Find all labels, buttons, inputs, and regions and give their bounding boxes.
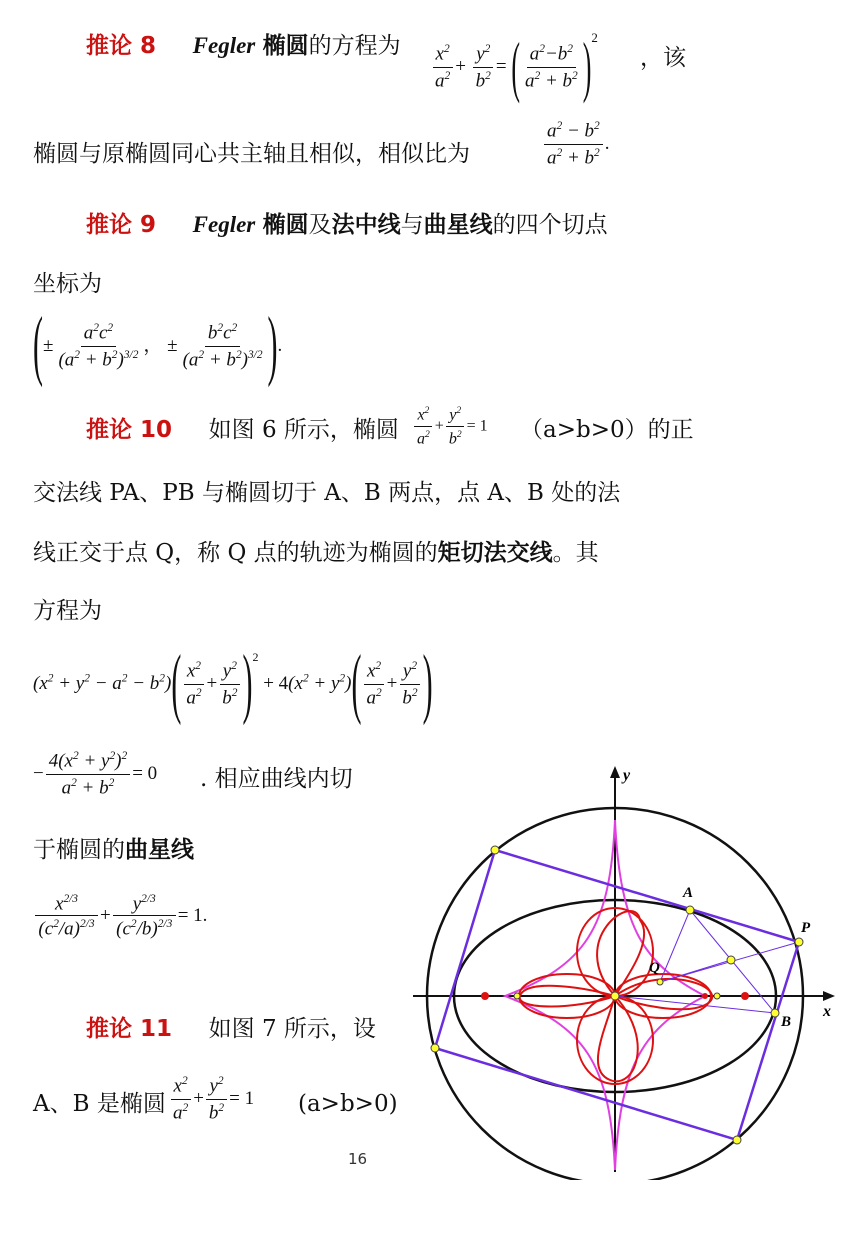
- corollary8-line2: [33, 143, 470, 166]
- corollary10-label: 推论 10: [86, 417, 173, 443]
- x-axis-label: x: [823, 1003, 831, 1020]
- point-mid: [727, 956, 735, 964]
- figure-ellipse-diagram: [405, 760, 845, 1180]
- y-axis-label: y: [623, 767, 631, 784]
- term-ellipse: 椭圆: [262, 211, 309, 238]
- period: .: [604, 133, 610, 155]
- corollary8-line1: [86, 34, 401, 58]
- term-astroid: 曲星线: [423, 211, 493, 238]
- line3b: 。其: [552, 540, 599, 566]
- fegler-name: Fegler: [192, 33, 256, 58]
- corollary10-line3: [33, 541, 599, 565]
- y-axis-arrow: [610, 766, 620, 778]
- corollary11-cond: (a>b>0): [298, 1091, 398, 1117]
- page-number: 16: [348, 1150, 368, 1168]
- point-x-right2: [714, 993, 720, 999]
- focus-right: [741, 992, 749, 1000]
- line-a: 于椭圆的: [33, 837, 125, 863]
- point-P: [795, 938, 803, 946]
- eq-locus-part1: $(x^2 + y^2 - a^2 - b^2)$( $\frac{x^2}{a^2}$ + $\frac{y^2}{b^2}$ )$^2 + 4(x^2 + y^2)$( $\frac{x^2}{a^2}$ + $\frac{y^2}{b^2}$ ): [33, 640, 433, 727]
- label-Q: Q: [649, 960, 660, 976]
- corollary10-text: 如图 6 所示，椭圆: [208, 417, 399, 443]
- eq-ratio: $\frac{a^2 - b^2}{a^2 + b^2}$ .: [542, 120, 609, 170]
- corollary10-line4: 方程为: [33, 598, 102, 624]
- corollary10-after-eq: . 相应曲线内切: [200, 766, 353, 792]
- corollary11-line1: [86, 1018, 376, 1041]
- term-rect-tangent-normal: 矩切法交线: [437, 539, 553, 566]
- fegler-name-2: Fegler: [192, 212, 256, 237]
- text-four-points: 的四个切点: [492, 212, 608, 238]
- corollary8-text: 的方程为: [308, 33, 401, 59]
- fegler-term: 椭圆: [262, 32, 309, 59]
- corollary8-text2: 椭圆与原椭圆同心共主轴且相似，相似比为: [33, 141, 470, 167]
- corollary9-line2: 坐标为: [33, 271, 102, 297]
- point-bl: [431, 1044, 439, 1052]
- label-B: B: [781, 1014, 792, 1030]
- term-normal-median: 法中线: [331, 211, 401, 238]
- corollary11-line2: A、B 是椭圆: [33, 1091, 166, 1117]
- eq-ellipse-2: $\frac{x^2}{a^2}$ + $\frac{y^2}{b^2}$ = 1: [168, 1075, 254, 1125]
- normal-line-3: [660, 960, 731, 982]
- eq-astroid: $\frac{x^{2/3}}{(c^2/a)^{2/3}}$ + $\frac{y^{2/3}}{(c^2/b)^{2/3}}$ = 1.: [33, 893, 207, 941]
- point-x-left: [514, 993, 520, 999]
- corollary10-line1: [86, 419, 399, 442]
- point-B: [771, 1009, 779, 1017]
- term-astroid-2: 曲星线: [125, 836, 194, 863]
- corollary10-line2: 交法线 PA、PB 与椭圆切于 A、B 两点，点 A、B 处的法: [33, 480, 621, 506]
- focus-left: [481, 992, 489, 1000]
- point-x-right: [702, 993, 708, 999]
- corollary10-line-a: [33, 838, 194, 862]
- point-Q: [657, 979, 663, 985]
- corollary8-label: 推论 8: [86, 33, 157, 59]
- eq-fegler-ellipse: $\frac{x^2}{a^2}$ + $\frac{y^2}{b^2}$ = ( $\frac{a^2-b^2}{a^2 + b^2}$ )$^2$: [430, 30, 598, 92]
- eq-tangent-points: (± $\frac{a^2c^2}{(a^2 + b^2)^{3/2}}$ ， ± $\frac{b^2c^2}{(a^2 + b^2)^{3/2}}$ ).: [33, 302, 283, 389]
- corollary11-text: 如图 7 所示，设: [208, 1016, 376, 1042]
- eq-ellipse-1: $\frac{x^2}{a^2}$ + $\frac{y^2}{b^2}$ = 1: [412, 405, 488, 449]
- text-and: 及: [308, 212, 332, 238]
- corollary10-cond: （a>b>0）的正: [520, 417, 694, 443]
- x-axis-arrow: [823, 991, 835, 1001]
- point-br: [733, 1136, 741, 1144]
- label-P: P: [801, 920, 811, 936]
- corollary9-label: 推论 9: [86, 212, 157, 238]
- label-A: A: [683, 885, 694, 901]
- corollary8-tail: ，该: [640, 45, 686, 71]
- line3a: 线正交于点 Q，称 Q 点的轨迹为椭圆的: [33, 540, 438, 566]
- point-origin: [611, 992, 619, 1000]
- normal-line-4: [660, 910, 690, 982]
- corollary9-line1: [86, 213, 608, 237]
- corollary11-label: 推论 11: [86, 1016, 173, 1042]
- eq-locus-part2: − $\frac{4(x^2 + y^2)^2}{a^2 + b^2}$ = 0: [33, 750, 158, 799]
- point-tl: [491, 846, 499, 854]
- text-with: 与: [400, 212, 424, 238]
- point-A: [686, 906, 694, 914]
